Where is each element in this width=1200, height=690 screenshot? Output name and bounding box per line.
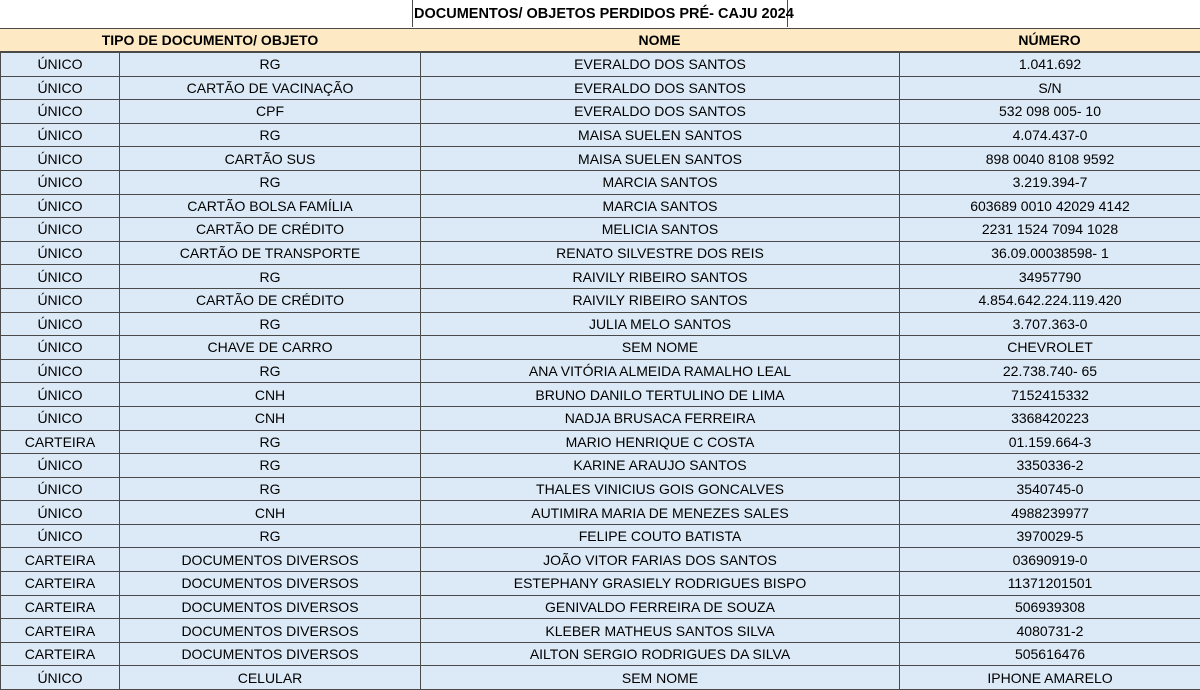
cell-nome[interactable]: KLEBER MATHEUS SANTOS SILVA: [421, 619, 900, 643]
cell-tipo[interactable]: DOCUMENTOS DIVERSOS: [120, 548, 421, 572]
cell-tipo[interactable]: CHAVE DE CARRO: [120, 336, 421, 360]
items-table: [0, 52, 1200, 690]
table-row: [1, 76, 1200, 100]
header-nome[interactable]: NOME: [420, 29, 899, 51]
table-row: [1, 123, 1200, 147]
cell-tipo[interactable]: RG: [120, 359, 421, 383]
cell-nome[interactable]: JULIA MELO SANTOS: [421, 312, 900, 336]
cell-numero[interactable]: IPHONE AMARELO: [900, 666, 1200, 690]
cell-numero[interactable]: 4.854.642.224.119.420: [900, 288, 1200, 312]
cell-tipo[interactable]: DOCUMENTOS DIVERSOS: [120, 619, 421, 643]
cell-nome[interactable]: KARINE ARAUJO SANTOS: [421, 454, 900, 478]
table-row: [1, 477, 1200, 501]
cell-categoria[interactable]: ÚNICO: [1, 666, 120, 690]
cell-categoria[interactable]: CARTEIRA: [1, 430, 120, 454]
cell-nome[interactable]: EVERALDO DOS SANTOS: [421, 76, 900, 100]
cell-tipo[interactable]: CELULAR: [120, 666, 421, 690]
cell-categoria[interactable]: ÚNICO: [1, 406, 120, 430]
cell-nome[interactable]: MAISA SUELEN SANTOS: [421, 147, 900, 171]
cell-categoria[interactable]: ÚNICO: [1, 501, 120, 525]
cell-nome[interactable]: MARIO HENRIQUE C COSTA: [421, 430, 900, 454]
cell-numero[interactable]: 22.738.740- 65: [900, 359, 1200, 383]
cell-numero[interactable]: 532 098 005- 10: [900, 100, 1200, 124]
cell-categoria[interactable]: ÚNICO: [1, 265, 120, 289]
cell-categoria[interactable]: ÚNICO: [1, 170, 120, 194]
cell-nome[interactable]: EVERALDO DOS SANTOS: [421, 100, 900, 124]
cell-tipo[interactable]: RG: [120, 312, 421, 336]
cell-nome[interactable]: MARCIA SANTOS: [421, 170, 900, 194]
cell-categoria[interactable]: CARTEIRA: [1, 548, 120, 572]
cell-nome[interactable]: RAIVILY RIBEIRO SANTOS: [421, 265, 900, 289]
cell-tipo[interactable]: DOCUMENTOS DIVERSOS: [120, 572, 421, 596]
table-row: [1, 218, 1200, 242]
cell-numero[interactable]: 01.159.664-3: [900, 430, 1200, 454]
cell-tipo[interactable]: RG: [120, 53, 421, 77]
cell-categoria[interactable]: ÚNICO: [1, 336, 120, 360]
cell-nome[interactable]: ESTEPHANY GRASIELY RODRIGUES BISPO: [421, 572, 900, 596]
table-row: [1, 194, 1200, 218]
cell-categoria[interactable]: ÚNICO: [1, 123, 120, 147]
cell-categoria[interactable]: ÚNICO: [1, 288, 120, 312]
cell-tipo[interactable]: RG: [120, 477, 421, 501]
cell-tipo[interactable]: DOCUMENTOS DIVERSOS: [120, 595, 421, 619]
cell-numero[interactable]: 506939308: [900, 595, 1200, 619]
cell-nome[interactable]: MARCIA SANTOS: [421, 194, 900, 218]
table-row: [1, 265, 1200, 289]
table-row: [1, 524, 1200, 548]
table-row: [1, 548, 1200, 572]
cell-nome[interactable]: THALES VINICIUS GOIS GONCALVES: [421, 477, 900, 501]
table-row: [1, 312, 1200, 336]
cell-categoria[interactable]: ÚNICO: [1, 312, 120, 336]
column-header-row: [0, 29, 1200, 52]
cell-categoria[interactable]: ÚNICO: [1, 241, 120, 265]
title-row: [0, 0, 1200, 29]
cell-nome[interactable]: AUTIMIRA MARIA DE MENEZES SALES: [421, 501, 900, 525]
cell-categoria[interactable]: ÚNICO: [1, 383, 120, 407]
cell-categoria[interactable]: ÚNICO: [1, 524, 120, 548]
items-table-body: [1, 53, 1200, 690]
cell-numero[interactable]: 2231 1524 7094 1028: [900, 218, 1200, 242]
sheet-title: DOCUMENTOS/ OBJETOS PERDIDOS PRÉ- CAJU 2024: [413, 6, 794, 22]
cell-numero[interactable]: CHEVROLET: [900, 336, 1200, 360]
cell-categoria[interactable]: ÚNICO: [1, 194, 120, 218]
cell-categoria[interactable]: ÚNICO: [1, 218, 120, 242]
cell-nome[interactable]: NADJA BRUSACA FERREIRA: [421, 406, 900, 430]
sheet-title-cell[interactable]: [412, 0, 788, 27]
table-row: [1, 642, 1200, 666]
cell-categoria[interactable]: ÚNICO: [1, 477, 120, 501]
cell-nome[interactable]: BRUNO DANILO TERTULINO DE LIMA: [421, 383, 900, 407]
cell-categoria[interactable]: ÚNICO: [1, 359, 120, 383]
table-row: [1, 406, 1200, 430]
table-row: [1, 430, 1200, 454]
cell-nome[interactable]: AILTON SERGIO RODRIGUES DA SILVA: [421, 642, 900, 666]
table-row: [1, 336, 1200, 360]
cell-tipo[interactable]: CNH: [120, 501, 421, 525]
cell-nome[interactable]: GENIVALDO FERREIRA DE SOUZA: [421, 595, 900, 619]
cell-tipo[interactable]: RG: [120, 524, 421, 548]
table-row: [1, 147, 1200, 171]
table-row: [1, 454, 1200, 478]
cell-numero[interactable]: 3368420223: [900, 406, 1200, 430]
table-row: [1, 501, 1200, 525]
cell-numero[interactable]: 7152415332: [900, 383, 1200, 407]
cell-numero[interactable]: 603689 0010 42029 4142: [900, 194, 1200, 218]
header-tipo[interactable]: TIPO DE DOCUMENTO/ OBJETO: [0, 29, 420, 51]
cell-categoria[interactable]: ÚNICO: [1, 100, 120, 124]
table-row: [1, 595, 1200, 619]
cell-nome[interactable]: RAIVILY RIBEIRO SANTOS: [421, 288, 900, 312]
cell-nome[interactable]: MELICIA SANTOS: [421, 218, 900, 242]
cell-numero[interactable]: 3970029-5: [900, 524, 1200, 548]
cell-nome[interactable]: SEM NOME: [421, 666, 900, 690]
table-row: [1, 288, 1200, 312]
cell-numero[interactable]: 4.074.437-0: [900, 123, 1200, 147]
cell-tipo[interactable]: CARTÃO DE TRANSPORTE: [120, 241, 421, 265]
cell-tipo[interactable]: CARTÃO DE VACINAÇÃO: [120, 76, 421, 100]
cell-categoria[interactable]: ÚNICO: [1, 147, 120, 171]
cell-numero[interactable]: 34957790: [900, 265, 1200, 289]
table-row: [1, 359, 1200, 383]
cell-nome[interactable]: SEM NOME: [421, 336, 900, 360]
cell-tipo[interactable]: CARTÃO BOLSA FAMÍLIA: [120, 194, 421, 218]
cell-numero[interactable]: 1.041.692: [900, 53, 1200, 77]
cell-numero[interactable]: 505616476: [900, 642, 1200, 666]
cell-numero[interactable]: 3350336-2: [900, 454, 1200, 478]
cell-nome[interactable]: JOÃO VITOR FARIAS DOS SANTOS: [421, 548, 900, 572]
cell-tipo[interactable]: CARTÃO SUS: [120, 147, 421, 171]
cell-categoria[interactable]: CARTEIRA: [1, 619, 120, 643]
cell-tipo[interactable]: CARTÃO DE CRÉDITO: [120, 288, 421, 312]
cell-numero[interactable]: 11371201501: [900, 572, 1200, 596]
cell-numero[interactable]: S/N: [900, 76, 1200, 100]
table-row: [1, 666, 1200, 690]
cell-numero[interactable]: 3.707.363-0: [900, 312, 1200, 336]
table-row: [1, 100, 1200, 124]
cell-nome[interactable]: MAISA SUELEN SANTOS: [421, 123, 900, 147]
table-row: [1, 170, 1200, 194]
cell-tipo[interactable]: DOCUMENTOS DIVERSOS: [120, 642, 421, 666]
cell-tipo[interactable]: RG: [120, 265, 421, 289]
cell-numero[interactable]: 4080731-2: [900, 619, 1200, 643]
cell-nome[interactable]: ANA VITÓRIA ALMEIDA RAMALHO LEAL: [421, 359, 900, 383]
cell-numero[interactable]: 03690919-0: [900, 548, 1200, 572]
cell-categoria[interactable]: CARTEIRA: [1, 642, 120, 666]
cell-tipo[interactable]: RG: [120, 123, 421, 147]
cell-nome[interactable]: RENATO SILVESTRE DOS REIS: [421, 241, 900, 265]
cell-numero[interactable]: 3.219.394-7: [900, 170, 1200, 194]
cell-tipo[interactable]: CARTÃO DE CRÉDITO: [120, 218, 421, 242]
cell-categoria[interactable]: ÚNICO: [1, 454, 120, 478]
cell-tipo[interactable]: RG: [120, 430, 421, 454]
table-row: [1, 53, 1200, 77]
cell-tipo[interactable]: CNH: [120, 406, 421, 430]
cell-categoria[interactable]: ÚNICO: [1, 53, 120, 77]
cell-numero[interactable]: 898 0040 8108 9592: [900, 147, 1200, 171]
cell-tipo[interactable]: CPF: [120, 100, 421, 124]
cell-numero[interactable]: 3540745-0: [900, 477, 1200, 501]
cell-categoria[interactable]: CARTEIRA: [1, 572, 120, 596]
cell-tipo[interactable]: RG: [120, 454, 421, 478]
table-row: [1, 383, 1200, 407]
cell-tipo[interactable]: RG: [120, 170, 421, 194]
cell-tipo[interactable]: CNH: [120, 383, 421, 407]
cell-nome[interactable]: EVERALDO DOS SANTOS: [421, 53, 900, 77]
cell-numero[interactable]: 36.09.00038598- 1: [900, 241, 1200, 265]
cell-categoria[interactable]: ÚNICO: [1, 76, 120, 100]
table-row: [1, 241, 1200, 265]
cell-nome[interactable]: FELIPE COUTO BATISTA: [421, 524, 900, 548]
cell-categoria[interactable]: CARTEIRA: [1, 595, 120, 619]
table-row: [1, 572, 1200, 596]
table-row: [1, 619, 1200, 643]
cell-numero[interactable]: 4988239977: [900, 501, 1200, 525]
header-numero[interactable]: NÚMERO: [899, 29, 1200, 51]
